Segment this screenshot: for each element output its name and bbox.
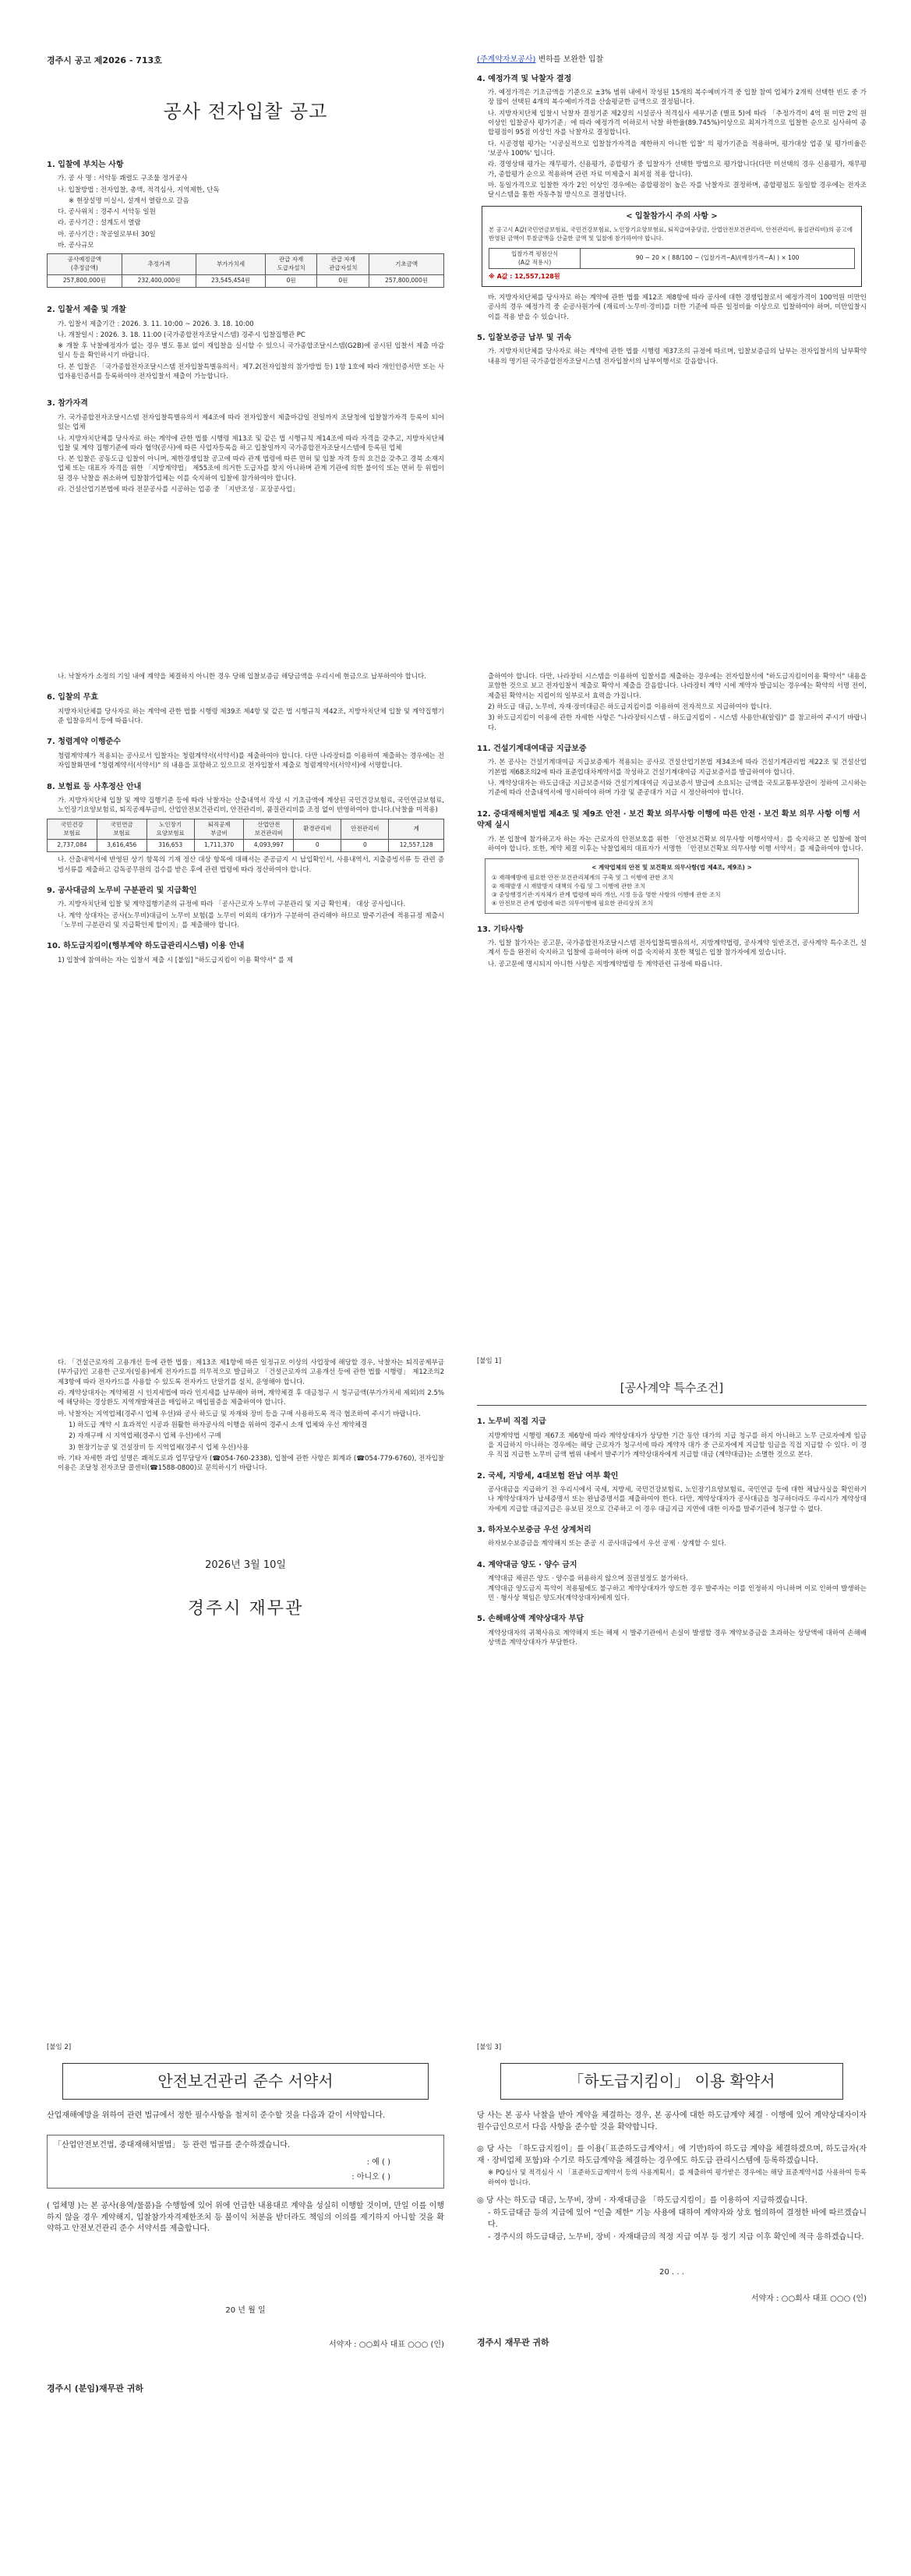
s2-heading: 2. 입찰서 제출 및 개찰 [47, 306, 126, 315]
a-value: ※ A값 : 12,557,128원 [489, 273, 560, 281]
page-3-left [47, 1357, 444, 1622]
s12-box-item: ③ 중앙행정기관·지자체가 관계 법령에 따라 개선, 시정 등을 명한 사항의 이행에 관한 조치 [492, 890, 721, 898]
term-heading: 5. 손해배상액 계약상대자 부담 [477, 1615, 584, 1624]
form-3 [477, 2043, 867, 2349]
s13-item: 가. 입찰 참가자는 공고문, 국가종합전자조달시스템 전자입찰특별유의서, 지방계약법령, 공사계약 일반조건, 공사계약 특수조건, 설계서 등을 완전히 숙지하고 입찰에 응하여야 하며 이를 숙지하지 못한 책임은 입찰 참가자에게 있습니다. [488, 939, 867, 957]
subcontract-signer: 서약자 : ○○회사 대표 ○○○ (인) [751, 2295, 867, 2304]
s2-item: 나. 개찰일시 : 2026. 3. 18. 11:00 (국가종합전자조달시스템) 경주시 입찰집행관 PC [58, 331, 305, 339]
table-cell: 0원 [317, 275, 369, 288]
table-cell: 257,800,000원 [48, 275, 122, 288]
pledge-no[interactable]: : 아니오 ( ) [351, 2172, 390, 2181]
s13-item: 나. 공고문에 명시되지 아니한 사항은 지방계약법령 등 계약관련 규정에 따릅니다. [488, 960, 722, 968]
s12-box-title: < 계약업체의 안전 및 보건확보 의무사항(법 제4조, 제9조) > [591, 864, 752, 872]
s4-item: 가. 예정가격은 기초금액을 기준으로 ±3% 범위 내에서 작성된 15개의 복수예비가격 중 입찰 참여 업체가 2개씩 선택한 빈도 중 가장 많이 선택된 4개의 복수예비가격을 산술평균한 금액으로 결정됩니다. [488, 89, 867, 107]
pledge-to: 경주시 (분임)재무관 귀하 [47, 2383, 143, 2394]
s4-item: 나. 지방자치단체 입찰시 낙찰자 결정기준 제2장의 시설공사 적격심사 세부기준 (별표 5)에 따라 「추정가격이 4억 원 미만 2억 원 이상인 입찰공사 평가기준」에 따라 예정가격 이하로서 낙찰 하한율(89.745%)이상으로 최저가격으로 입찰한 순으로 심사하여 종합평점이 95점 이상인 자를 낙찰자로 결정합니다. [488, 109, 867, 137]
table-header: 국민연금 보험료 [97, 819, 147, 840]
table-cell: 2,737,084 [48, 840, 97, 852]
s12-box-item: ④ 안전보건 관계 법령에 따른 의무이행에 필요한 관리상의 조치 [492, 899, 653, 907]
subcontract-date: 20 . . . [659, 2267, 684, 2277]
table-header: 관급 자재 도급자설치 [265, 254, 317, 275]
page-2-left [47, 671, 444, 967]
table-cell: 4,093,997 [244, 840, 294, 852]
pledge-body: ( 업체명 )는 본 공사(용역/물품)을 수행함에 있어 위에 언급한 내용대로 계약을 성실히 이행할 것이며, 만일 이를 이행하지 않을 경우 계약해지, 입찰참가자격제한조치 등 불이익 처분을 받더라도 책임의 이의를 제기하지 아니할 것을 확약하고 안전보건관리 준수 서약서를 제출합니다. [47, 2202, 444, 2234]
subcontract-title: 「하도급지킴이」 이용 확약서 [568, 2072, 775, 2091]
form-2 [47, 2043, 444, 2395]
s5-text: 가. 지방자치단체를 당사자로 하는 계약에 관한 법률 시행령 제37조의 규정에 따르며, 입찰보증금의 납부는 전자입찰서의 납부확약내용의 명기된 국가종합전자조달시스템 전자입찰서의 납부이행서로 갈음합니다. [488, 348, 867, 366]
subcontract-item: - 경주시의 하도급대금, 노무비, 장비 · 자재대금의 적정 지급 여부 등 정기 지급 이후 확인에 적극 응하겠습니다. [488, 2233, 864, 2242]
s3-item: 가. 국가종합전자조달시스템 전자입찰특별유의서 제4조에 따라 전자입찰서 제출마감일 전일까지 조달청에 입찰참가자격 등록이 되어 있는 업체 [58, 413, 444, 432]
attachment-tag: [붙임 2] [47, 2043, 72, 2051]
formula-expression: 90 − 20 × ( 88/100 − (입찰가격−A)/(예정가격−A) ) × 100 [581, 248, 855, 269]
pledge-title-box [62, 2063, 429, 2100]
page-title: 공사 전자입찰 공고 [163, 100, 328, 122]
other-item: 3) 현장기능공 및 건설장비 등 지역업체(경주시 업체 우선)사용 [69, 1443, 249, 1452]
s4-item: 다. 시공경험 평가는 '시공실적으로 입찰참가자격을 제한하지 아니한 입찰' 의 평가기준을 적용하며, 평가대상 업종 및 평가비율은 '보공사 100%' 입니다. [488, 140, 867, 157]
subcontract-title-box [500, 2063, 843, 2100]
other-item: 마. 낙찰자는 지역업체(경주시 업체 우선)와 공사 하도급 및 자재와 장비 등을 구매 사용하도록 적극 협조하여 주시기 바랍니다. [58, 1410, 421, 1418]
other-item: 1) 하도급 계약 시 효과적인 시공과 원활한 하자공사의 이행을 위하여 경주시 소재 업체와 우선 계약체결 [69, 1421, 368, 1429]
s12-box-item: ② 재해발생 시 재발방지 대책의 수립 및 그 이행에 관한 조치 [492, 883, 646, 890]
table-header: 안전관리비 [341, 819, 389, 840]
special-terms-title: [공사계약 특수조건] [620, 1381, 724, 1396]
budget-table [47, 253, 444, 288]
intro-text: 나. 낙찰자가 소정의 기일 내에 계약을 체결하지 아니한 경우 당해 입찰보증금 해당금액을 우리시에 현금으로 납부하여야 합니다. [58, 673, 426, 681]
s12-box-item: ① 재해예방에 필요한 안전·보건관리체계의 구축 및 그 이행에 관한 조치 [492, 874, 674, 882]
s2-item: 다. 본 입찰은 「국가종합전자조달시스템 전자입찰특별유의서」제7.2(전자입찰의 참가방법 등) 1항 1호에 따라 개인인증서만 또는 사업자용인증서를 등록하여야 전자입찰서 제출이 가능합니다. [58, 363, 444, 381]
term-text: 하자보수보증금을 계약해지 또는 준공 시 공사대금에서 우선 공제 · 상계할 수 있다. [488, 1540, 727, 1548]
s1-heading: 1. 입찰에 부치는 사항 [47, 160, 124, 169]
term-heading: 4. 계약대금 양도 · 양수 금지 [477, 1560, 577, 1569]
pledge-intro: 산업재해예방을 위하여 관련 법규에서 정한 필수사항을 철저히 준수할 것을 다음과 같이 서약합니다. [47, 2111, 386, 2121]
subcontract-note: ※ PQ심사 및 적격심사 시 「표준하도급계약서 등의 사용계획서」를 제출하여 평가받은 경우에는 해당 표준계약서를 사용하여 등록하여야 합니다. [488, 2169, 867, 2187]
notice-text: 본 공고시 A값(국민연금보험료, 국민건강보험료, 노인장기요양보험료, 퇴직급여충당금, 산업안전보건관리비, 안전관리비, 품질관리비)의 공고에 반영된 금액이 투찰금액을 산출한 금액 및 입찰에 참가하여야 합니다. [489, 225, 853, 242]
joint-note: (주계약자보공사) 변하를 보완한 입찰 [477, 55, 604, 64]
table-cell: 1,711,370 [194, 840, 244, 852]
s5-heading: 5. 입찰보증금 납부 및 귀속 [477, 333, 572, 342]
issue-date: 2026년 3월 10일 [205, 1559, 286, 1572]
s9-item: 나. 계약 상대자는 공사(노무비)대금이 노무비 보험(를 노무비 이외의 대가)가 구분하여 관리해야 하므로 발주기관에 적용규정 제출시 「노무비 구분관리 및 지급확인제 할이지」를 제출해야 합니다. [58, 911, 444, 930]
s8-after: 나. 산출내역서에 반영된 상기 항목의 기재 정산 대상 항목에 대해서는 준공금지 시 납입확인서, 사용내역서, 지출증빙서류 등 관련 증빙서류를 제출하고 감독공무원의 검수를 받은 후에 관련 법령에 따라 정산하여야 합니다. [58, 856, 444, 874]
page-2-right [477, 671, 867, 971]
subcontract-item: - 하도급대금 등의 지급에 있어 "인출 제한" 기능 사용에 대하여 계약자와 상호 협의하여 결정한 바에 따르겠습니다. [488, 2209, 867, 2229]
s4-heading: 4. 예정가격 및 낙찰자 결정 [477, 74, 572, 83]
table-header: 노인장기 요양보험료 [147, 819, 194, 840]
s8-text: 가. 지방자치단체 입찰 및 계약 집행기준 등에 따라 낙찰자는 산출내역서 작성 시 기초금액에 계상된 국민건강보험료, 국민연금보험료, 노인장기요양보험료, 퇴직공제부금비, 산업안전보건관리비, 안전관리비, 품질관리비를 조정 없이 반영하여야 합니다.(낙찰율 미적용) [58, 797, 444, 815]
subcontract-p2: ◎ 당 사는 하도급 대금, 노무비, 장비 · 자재대금을 「하도급지킴이」를 이용하여 지급하겠습니다. [477, 2196, 808, 2205]
s1-item: 바. 공사규모 [58, 242, 94, 250]
table-cell: 0원 [265, 275, 317, 288]
other-item: 라. 계약상대자는 계약체결 시 인지세법에 따라 인지세를 납부해야 하며, 계약체결 후 대금청구 시 청구금액(부가가치세 제외)의 2.5%에 해당하는 경상환도 지역개발채권을 매입하고 매입필증을 제출하여야 합니다. [58, 1389, 444, 1407]
table-header: 부가가치세 [196, 254, 265, 275]
notice-title: < 입찰참가시 주의 사항 > [626, 212, 718, 221]
table-header: 퇴직공제 부금비 [194, 819, 244, 840]
s12-text: 가. 본 입찰에 참가하고자 하는 자는 근로자의 안전보호를 위한 「안전보건확보 의무사항 이행서약서」를 숙지하고 본 입찰에 참여하여야 합니다. 또한, 계약 체결 이후는 낙찰업체의 대표자가 서명한 「안전보건확보 의무사항 이행 서약서」를 제출하여야 합니다. [488, 835, 867, 853]
s1-item: ※ 현장설명 미실시, 설계서 열람으로 갈음 [69, 196, 189, 205]
page-1-left [47, 55, 444, 496]
s6-text: 지방자치단체를 당사자로 하는 계약에 관한 법률 시행령 제39조 제4항 및 같은 법 시행규칙 제42조, 지방자치단체 입찰 및 계약집행기준 입찰유의서 등에 따릅니다. [58, 707, 444, 726]
table-header: 관급 자재 관급자설치 [317, 254, 369, 275]
term-heading: 1. 노무비 직접 지급 [477, 1417, 546, 1427]
table-header: 추정가격 [122, 254, 196, 275]
table-cell: 0 [341, 840, 389, 852]
table-cell: 3,616,456 [97, 840, 147, 852]
attachment-tag: [붙임 1] [477, 1357, 502, 1365]
table-header: 국민건강 보험료 [48, 819, 97, 840]
s10-heading: 10. 하도급지킴이(행부계약 하도급관리시스템) 이용 안내 [47, 942, 245, 951]
other-item: 바. 기타 자세한 과업 설명은 쾌적도로과 업무담당자 (☎054-760-2338), 입찰에 관한 사항은 회계과 (☎054-779-6760), 전자입찰 이용은 조달청 전자조달 콜센터(☎1588-0800)로 문의하시기 바랍니다. [58, 1454, 444, 1473]
subcontract-p1: ◎ 당 사는 「하도급지킴이」를 이용(「표준하도급계약서」에 기반)하여 하도급 계약을 체결하겠으며, 하도급자(자재 · 장비업체 포함)와 수기로 하도급계약을 체결하는 경우에도 하도급 관리시스템에 등록하겠습니다. [477, 2145, 867, 2165]
table-header: 계 [389, 819, 444, 840]
s9-item: 가. 지방자치단체 입찰 및 계약집행기준의 규정에 따라 「공사근로자 노무비 구분관리 및 지급 확인제」 대상 공사입니다. [58, 901, 406, 909]
s3-item: 나. 지방자치단체를 당사자로 하는 계약에 관한 법률 시행령 제13조 및 같은 법 시행규칙 제14조에 따라 자격을 갖추고, 지방자치단체 입찰 및 계약 집행기준에 따라 협약(공사)에 따른 사업자등록을 하고 입찰일까지 국가종합전자조달시스템에 등록된 업체 [58, 434, 444, 452]
s2-item: ※ 개찰 후 낙찰예정자가 없는 경우 별도 통보 없이 재입찰을 실시할 수 있으니 국가종합조달시스템(G2B)에 공시된 입찰서 제출 마감일시 등을 확인하시기 바랍니다. [58, 342, 444, 360]
s12-heading: 12. 중대재해처벌법 제4조 및 제9조 안전 · 보건 확보 의무사항 이행에 따른 안전 · 보건 확보 의무 사항 이행 서약제 실시 [477, 809, 860, 830]
term-text: 지방계약법 시행령 제67조 제6항에 따라 계약상대자가 상당한 기간 동안 대가의 지급 청구를 하지 아니하고 노무 근로자에게 임금을 지급하지 아니하는 경우에는 해당 근로자가 청구서에 따라 계약자 대가 중 근로자에게 지급할 임금을 직접 지급할 수 있다. 이 경우 직접 지급한 노무비 금액 범위 내에서 발주기가 계약상대자에게 지급할 대금 (계약대금)는 소멸한 것으로 본다. [488, 1431, 867, 1460]
s10-cont: 출하여야 합니다. 다만, 나라장터 시스템을 이용하여 입찰서를 제출하는 경우에는 전자입찰서에 "하도급지킴이이용 확약서" 내용을 포함한 것으로 보고 전자입찰서 제출로 확약서 제출을 갈음합니다. 나라장터 계약 시에 계약자 발급되는 경우에는 확약의 서명 전이, 제출된 확약서는 지킴이의 일부로서 효력을 가집니다. [488, 673, 867, 700]
table-header: 기초금액 [369, 254, 444, 275]
issuer: 경주시 재무관 [187, 1599, 304, 1619]
s4-item: 마. 동일가격으로 입찰한 자가 2인 이상인 경우에는 종합평점이 높은 자를 낙찰자로 결정하며, 종합평점도 동일할 경우에는 전자조달시스템을 통한 자동추첨 방식으로 결정합니다. [488, 181, 867, 200]
s1-item: 마. 공사기간 : 착공일로부터 30일 [58, 230, 156, 239]
page-3-right [477, 1357, 867, 1649]
s2-item: 가. 입찰서 제출기간 : 2026. 3. 11. 10:00 ~ 2026. 3. 18. 10:00 [58, 320, 254, 328]
s1-item: 나. 입찰방법 : 전자입찰, 총액, 적격심사, 지역제한, 단독 [58, 186, 220, 194]
attachment-tag: [붙임 3] [477, 2043, 502, 2051]
s12-box [485, 858, 859, 913]
notice-box [482, 206, 862, 287]
notice-number: 경주시 공고 제2026 - 713호 [47, 55, 162, 65]
term-text: 계약대금 채권은 양도 · 양수를 허용하지 않으며 질권설정도 불가하다. 계약대금 양도금지 특약이 적용됨에도 불구하고 계약상대자가 양도한 경우 발주자는 이를 인정하지 아니하며 이로 인하여 발생하는 민 · 형사상 책임은 양도자(계약상대자)에게 있다. [488, 1575, 867, 1602]
pledge-box-text: 「산업안전보건법, 중대재해처벌법」 등 관련 법규를 준수하겠습니다. [54, 2140, 291, 2150]
formula-label: 입찰가격 평점산식 (A값 적용시) [489, 248, 581, 269]
s10-cont: 3) 하도급지킴이 이용에 관한 자세한 사항은 "나라장터시스템 - 하도급지킴이 - 시스템 사용안내(알림)" 를 참고하여 주시기 바랍니다. [488, 714, 867, 732]
table-cell: 12,557,128 [389, 840, 444, 852]
s6-heading: 6. 입찰의 무효 [47, 693, 99, 702]
s8-heading: 8. 보험료 등 사후정산 안내 [47, 782, 142, 791]
table-header: 환경관리비 [294, 819, 341, 840]
table-cell: 0 [294, 840, 341, 852]
term-heading: 3. 하자보수보증금 우선 상계처리 [477, 1525, 591, 1534]
table-header: 공사예정금액 (추정금액) [48, 254, 122, 275]
s3-item: 다. 본 입찰은 공동도급 입찰이 아니며, 제한경쟁입찰 공고에 따라 관계 법령에 따른 면허 및 입찰 자격 등의 요건을 갖추고 경북 소재지 업체 또는 대표자 자격을 위한 「지방계약법」 제55조에 의거한 도급자를 찾지 아니하며 관계 기관에 의한 불이익 또는 면허 등 위법이 된 경우 낙찰을 취소하며 입찰참가업체는 이를 숙지하여 입찰에 참가하여야 합니다. [58, 455, 444, 483]
formula-table [489, 248, 855, 270]
s11-text: 가. 본 공사는 건설기계대여금 지급보증제가 적용되는 공사로 건설산업기본법 제34조에 따라 건설기계관리법 제22조 및 건설산업기본법 제68조의2에 따라 표준업대차계약서를 작성하고 건설기계대여금 지급보증서를 발급하여야 합니다. [488, 759, 867, 777]
pledge-signer: 서약자 : ○○회사 대표 ○○○ (인) [329, 2341, 444, 2350]
table-header: 산업안전 보건관리비 [244, 819, 294, 840]
s13-heading: 13. 기타사항 [477, 925, 524, 934]
pledge-box [47, 2135, 444, 2189]
term-heading: 2. 국세, 지방세, 4대보험 완납 여부 확인 [477, 1471, 619, 1481]
s10-text: 1) 입찰에 참여하는 자는 입찰서 제출 시 [붙임] "하도급지킴이 이용 확약서" 를 제 [58, 956, 293, 964]
s11-heading: 11. 건설기계대여대금 지급보증 [477, 744, 587, 753]
term-text: 계약상대자의 귀책사유로 계약해지 또는 해제 시 발주기관에서 손실이 발생할 경우 계약보증금을 초과하는 상당액에 대하여 손해배상액을 계약상대자가 부담한다. [488, 1629, 867, 1647]
s1-item: 라. 공사기간 : 설계도서 열람 [58, 219, 141, 228]
s9-heading: 9. 공사대금의 노무비 구분관리 및 지급확인 [47, 886, 197, 895]
s7-text: 청렴계약제가 적용되는 공사로서 입찰자는 청렴계약서(서약서)를 제출하여야 합니다. 다만 나라장터를 이용하여 제출하는 경우에는 전자입찰화면에 "청렴계약서(서약서)" 의 내용을 포함하고 있으므로 전자입찰서 제출로 청렴계약서(서약서)에 서명합니다. [58, 752, 444, 770]
table-cell: 316,653 [147, 840, 194, 852]
pledge-title: 안전보건관리 준수 서약서 [157, 2072, 334, 2091]
s3-heading: 3. 참가자격 [47, 399, 88, 409]
s3-item: 라. 건설산업기본법에 따라 전문공사를 시공하는 업종 중 「지반조성 · 포장공사업」 [58, 486, 299, 494]
subcontract-to: 경주시 재무관 귀하 [477, 2337, 549, 2348]
table-cell: 232,400,000원 [122, 275, 196, 288]
s11-text: 나. 계약상대자는 하도급대금 지급보증서와 건설기계대여금 지급보증서 발급에 소요되는 금액을 국토교통부장관이 정하여 고시하는 기준에 따라 산출내역서에 명시하여야 하며 가장 및 준공대가 지급 시 정산하여야 합니다. [488, 780, 867, 798]
other-item: 다. 「건설근로자의 고용개선 등에 관한 법률」제13조 제1항에 따른 일정규모 이상의 사업장에 해당할 경우, 낙찰자는 퇴직공제부금(부가금)인 고용한 근로자(일용)에게 전자카드를 의무적으로 발급하고 「건설근로자의 고용개선 등에 관한 법률 시행령」 제12조의2 제3항에 따라 전자카드를 사용할 수 있도록 전자카드 단말기를 설치, 운영해야 합니다. [58, 1359, 444, 1386]
s10-cont: 2) 하도급 대금, 노무비, 자재·장비대금은 하도급지킴이를 이용하여 전자적으로 지급하여야 합니다. [488, 702, 772, 711]
s4-item: 라. 경영상태 평가는 재무평가, 신용평가, 종합평가 중 입찰자가 선택한 방법으로 평가합니다(다만 미선택의 경우 신용평가, 재무평가, 종합평가 순으로 적용하며 관련 자료 미제출시 최저점 적용 합니다). [488, 161, 867, 179]
s7-heading: 7. 청렴계약 이행준수 [47, 738, 121, 747]
subcontract-intro: 당 사는 본 공사 낙찰을 받아 계약을 체결하는 경우, 본 공사에 대한 하도급계약 체결 · 이행에 있어 계약상대자이자 원수급인으로서 다음 사항을 준수할 것을 확약합니다. [477, 2111, 867, 2132]
other-item: 2) 자재구매 시 지역업체(경주시 업체 우선)에서 구매 [69, 1432, 221, 1441]
pledge-yes[interactable]: : 예 ( ) [366, 2158, 390, 2167]
term-text: 공사대금을 지급하기 전 우리시에서 국세, 지방세, 국민건강보험료, 노인장기요양보험료, 국민연금 등에 대한 체납사실을 확인하거나 계약상대자가 납세증명서 또는 완납증명서를 제출하여야 한다. 다만, 계약상대자가 공사대금을 청구하더라도 우리시가 계약상대자에게 지급할 대금지급은 유보된 것으로 간주하고 이 경우 대금지급 지연에 대한 이자를 발주기관에 청구할 수 없다. [488, 1486, 867, 1513]
s4-item: 바. 지방자치단체를 당사자로 하는 계약에 관한 법률 제12조 제8항에 따라 공사에 대한 경쟁입찰로서 예정가격이 100억원 미만인 공사의 경우 예정가격 중 순공사원가에 (재료비·노무비·경비)를 더한 기준에 따른 일정비율 이상으로 입찰하여야 하며, 미만입찰시 이를 적용 받을 수 있습니다. [488, 294, 867, 321]
table-cell: 23,545,454원 [196, 275, 265, 288]
page-1-right [477, 55, 867, 368]
s1-item: 다. 공사위치 : 경주시 서악동 일원 [58, 208, 156, 217]
s1-item: 가. 공 사 명 : 서악동 쾌렬도 구조물 정거공사 [58, 175, 188, 183]
insurance-table [47, 819, 444, 853]
table-cell: 257,800,000원 [369, 275, 444, 288]
pledge-date: 20 년 월 일 [225, 2305, 266, 2315]
